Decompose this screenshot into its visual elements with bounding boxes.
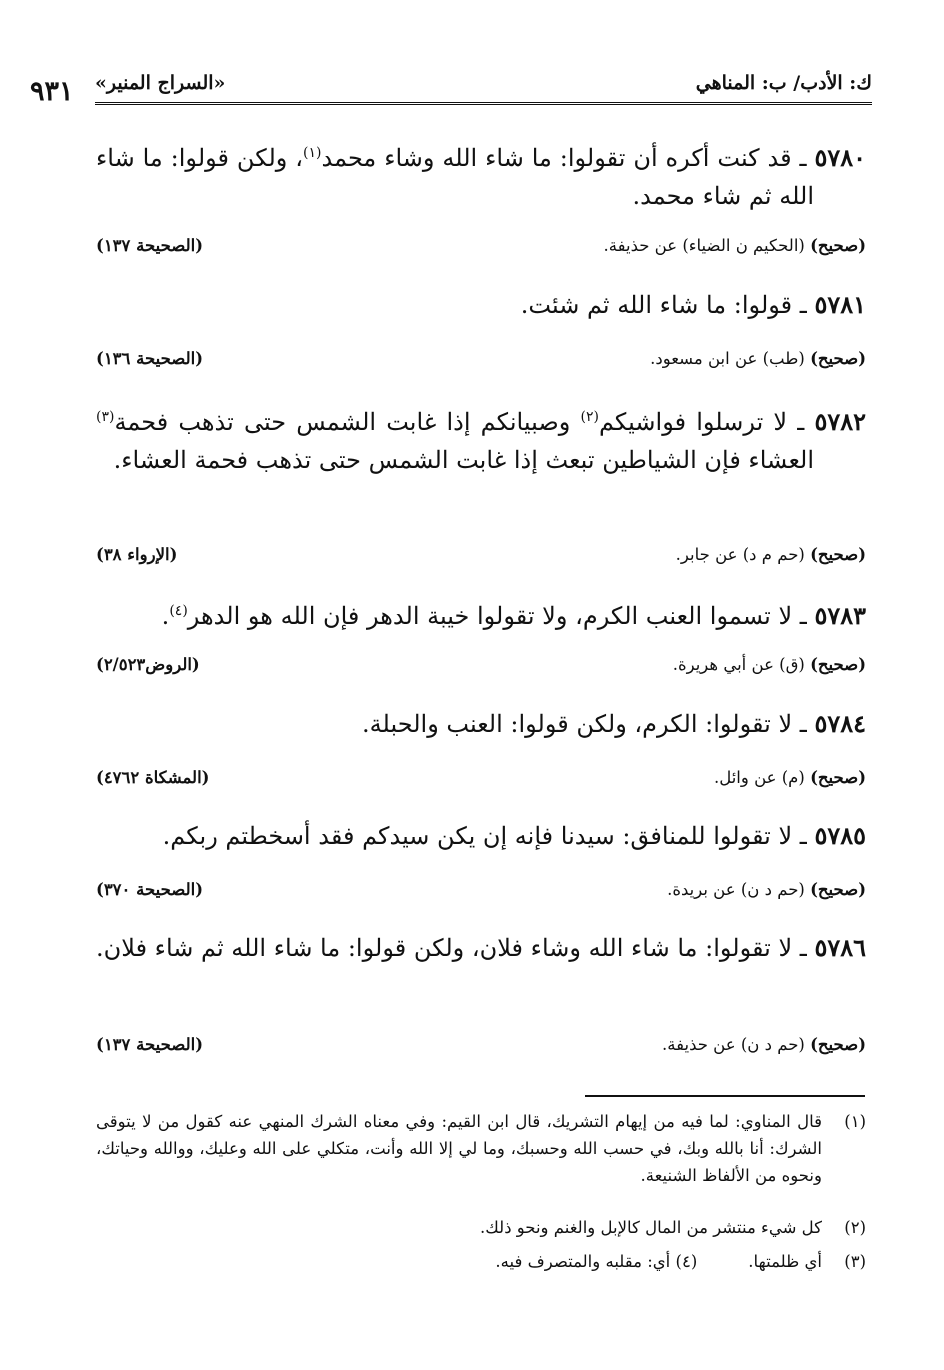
source-row-5780: [96, 236, 866, 262]
hadith-body-cont: ، ولكن قولوا: ما شاء الله ثم شاء محمد.: [96, 144, 814, 210]
hadith-body: لا تسموا العنب الكرم، ولا تقولوا خيبة الدهر فإن الله هو الدهر: [187, 602, 793, 630]
hadith-5781: [96, 286, 866, 324]
separator: ـ: [792, 602, 815, 630]
hadith-text: [96, 592, 866, 635]
separator: ـ: [792, 710, 815, 738]
hadith-number: ٥٧٨٢: [814, 407, 867, 436]
footnote-text: أي ظلمتها.: [748, 1252, 822, 1271]
separator: ـ: [792, 822, 815, 850]
hadith-5785: [96, 817, 866, 855]
hadith-number: ٥٧٨٣: [814, 601, 866, 630]
grade-label: (صحيح): [810, 545, 866, 564]
hadith-5780: [96, 134, 866, 215]
separator: ـ: [791, 144, 815, 172]
sources: (حم د ن) عن بريدة.: [667, 880, 805, 899]
hadith-body: لا تقولوا للمنافق: سيدنا فإنه إن يكن سيدكم فقد أسخطتم ربكم.: [162, 822, 793, 850]
grade-label: (صحيح): [810, 655, 866, 674]
footnote-divider: [585, 1095, 865, 1097]
grade-label: (صحيح): [810, 236, 866, 255]
separator: ـ: [787, 408, 815, 436]
hadith-5786: [96, 929, 866, 967]
sources: (ق) عن أبي هريرة.: [672, 655, 805, 674]
grade-sources: [604, 236, 866, 255]
grade-sources: [673, 655, 866, 674]
grade-label: (صحيح): [810, 880, 866, 899]
section-title: ك: الأدب/ ب: المناهي: [695, 72, 872, 94]
footnote-text: قال المناوي: لما فيه من إيهام التشريك، قال ابن القيم: وفي معناه الشرك المنهي عنه كقول من لا يتوقى الشرك: أنا بالله وبك، في حسب الله وحسبك، وما لي إلا الله وأنت، متكلي على الله وعليك، ووالله وحياتك، ونحوه من الألفاظ الشنيعة.: [96, 1112, 822, 1185]
reference: (الروض٢/٥٢٣): [96, 655, 200, 674]
reference: (الصحيحة ١٣٦): [96, 349, 204, 368]
reference: (الصحيحة ١٣٧): [96, 1035, 204, 1054]
header-divider: [95, 102, 872, 105]
footnote-text: أي: مقلبه والمتصرف فيه.: [495, 1252, 671, 1271]
source-row-5783: [96, 655, 866, 681]
hadith-body: قولوا: ما شاء الله ثم شئت.: [520, 291, 793, 319]
grade-label: (صحيح): [810, 349, 866, 368]
page-number: ٩٣١: [30, 76, 74, 107]
hadith-body: لا ترسلوا فواشيكم: [598, 408, 788, 436]
hadith-text: [96, 398, 866, 479]
source-row-5786: [96, 1035, 866, 1061]
hadith-body: قد كنت أكره أن تقولوا: ما شاء الله وشاء محمد: [321, 144, 792, 172]
footnote-number: (٣): [844, 1252, 866, 1271]
grade-sources: [662, 1035, 866, 1054]
footnote-number: (٤): [675, 1252, 698, 1271]
source-row-5781: [96, 349, 866, 375]
grade-label: (صحيح): [810, 768, 866, 787]
footnote-mark: (٣): [96, 409, 115, 425]
hadith-number: ٥٧٨٥: [814, 821, 866, 850]
grade-sources: [676, 545, 866, 564]
hadith-5782: [96, 398, 866, 479]
hadith-body-cont: .: [161, 602, 170, 630]
hadith-5783: [96, 592, 866, 635]
grade-sources: [650, 349, 866, 368]
hadith-number: ٥٧٨١: [814, 290, 866, 319]
sources: (م) عن وائل.: [713, 768, 805, 787]
reference: (الإرواء ٣٨): [96, 545, 178, 564]
grade-sources: [667, 880, 866, 899]
sources: (طب) عن ابن مسعود.: [650, 349, 805, 368]
hadith-number: ٥٧٨٠: [814, 143, 866, 172]
separator: ـ: [792, 934, 815, 962]
hadith-text: [96, 929, 866, 967]
reference: (الصحيحة ٣٧٠): [96, 880, 204, 899]
footnote-text: كل شيء منتشر من المال كالإبل والغنم ونحو ذلك.: [480, 1218, 822, 1237]
book-title: «السراج المنير»: [95, 72, 226, 94]
source-row-5785: [96, 880, 866, 906]
hadith-body: لا تقولوا: الكرم، ولكن قولوا: العنب والحبلة.: [362, 710, 793, 738]
reference: (المشكاة ٤٧٦٢): [96, 768, 210, 787]
footnote-2: [96, 1214, 866, 1241]
footnote-1: [96, 1108, 866, 1189]
grade-label: (صحيح): [810, 1035, 866, 1054]
hadith-body: لا تقولوا: ما شاء الله وشاء فلان، ولكن قولوا: ما شاء الله ثم شاء فلان.: [96, 934, 793, 962]
hadith-number: ٥٧٨٤: [814, 709, 866, 738]
footnote-number: (١): [844, 1112, 866, 1131]
hadith-body-cont: العشاء فإن الشياطين تبعث إذا غابت الشمس حتى تذهب فحمة العشاء.: [113, 446, 814, 474]
footnote-mark: (١): [303, 145, 322, 161]
footnote-number: (٢): [844, 1218, 866, 1237]
reference: (الصحيحة ١٣٧): [96, 236, 204, 255]
hadith-number: ٥٧٨٦: [814, 933, 866, 962]
hadith-text: [96, 286, 866, 324]
hadith-body-cont: وصبيانكم إذا غابت الشمس حتى تذهب فحمة: [114, 408, 581, 436]
hadith-5784: [96, 705, 866, 743]
hadith-text: [96, 705, 866, 743]
hadith-text: [96, 817, 866, 855]
separator: ـ: [792, 291, 815, 319]
footnote-mark: (٤): [169, 603, 188, 619]
source-row-5784: [96, 768, 866, 794]
footnote-4: [495, 1248, 698, 1275]
sources: (حم د ن) عن حذيفة.: [662, 1035, 805, 1054]
footnote-3-4: [96, 1248, 866, 1275]
hadith-text: [96, 134, 866, 215]
source-row-5782: [96, 545, 866, 571]
sources: (حم م د) عن جابر.: [675, 545, 805, 564]
footnote-mark: (٢): [580, 409, 599, 425]
grade-sources: [714, 768, 866, 787]
sources: (الحكيم ن الضياء) عن حذيفة.: [603, 236, 805, 255]
